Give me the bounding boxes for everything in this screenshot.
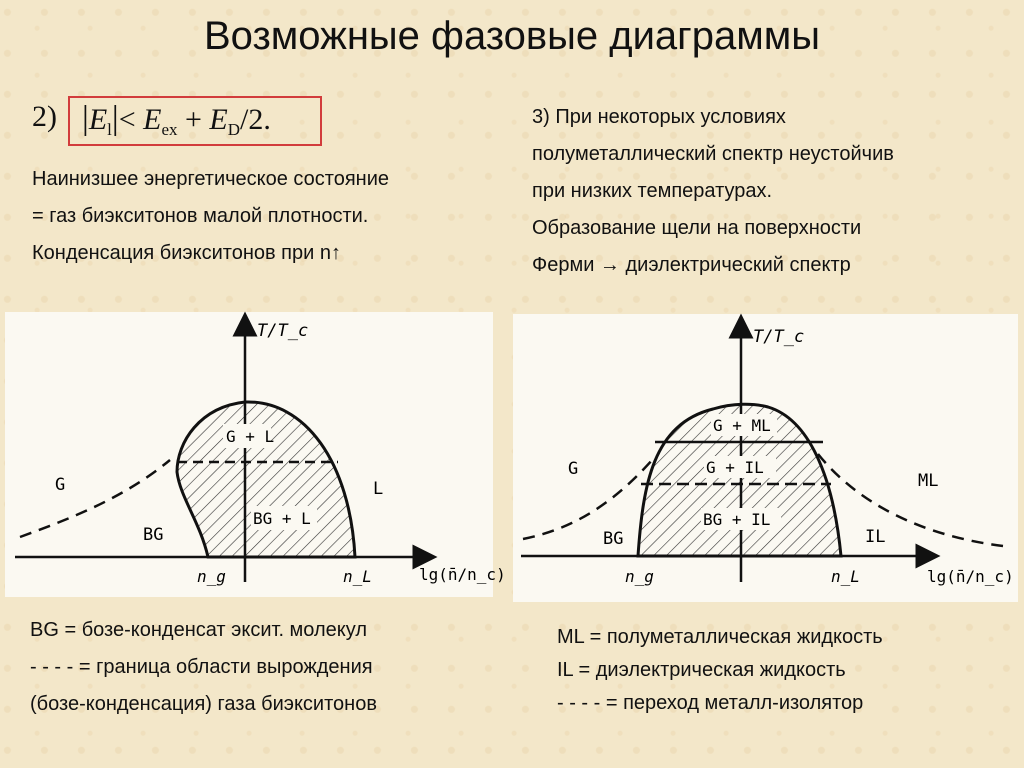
left-text-line-3: Конденсация биэкситонов при n↑ (32, 242, 341, 264)
right-text-line-2: полуметаллический спектр неустойчив (532, 143, 894, 165)
region-label-bg-l: BG + L (253, 509, 311, 528)
legend-left-line-2: - - - - = граница области вырождения (30, 656, 373, 678)
region-label-il: IL (865, 527, 886, 547)
region-label-ml: ML (918, 471, 939, 491)
x-tick-nl: n_L (831, 567, 860, 586)
mi-transition-left-dashed (523, 459, 653, 539)
region-label-g-ml: G + ML (713, 416, 771, 435)
right-text-line-3: при низких температурах. (532, 180, 773, 202)
formula: $|E_l|< E_{ex} + E_D/2$. (82, 100, 271, 139)
left-text-line-2: = газ биэкситонов малой плотности. (32, 205, 369, 227)
x-axis-label: lg(n̄/n_c) (927, 567, 1014, 586)
left-description (32, 161, 389, 272)
phase-diagram-right-svg (513, 314, 1018, 602)
right-text-line-5: Ферми → диэлектрический спектр (532, 254, 851, 276)
region-label-bg: BG (143, 525, 164, 545)
y-axis-label: T/T_c (753, 327, 805, 347)
right-text-line-4: Образование щели на поверхности (532, 217, 862, 239)
phase-diagram-left (5, 312, 506, 597)
x-tick-nl: n_L (343, 567, 372, 586)
slide-title: Возможные фазовые диаграммы (203, 14, 821, 58)
legend-right-line-1: ML = полуметаллическая жидкость (557, 626, 883, 648)
region-label-g: G (568, 459, 579, 479)
region-label-g-l: G + L (226, 427, 275, 446)
region-label-g-il: G + IL (706, 458, 764, 477)
legend-left-line-3: (бозе-конденсация) газа биэкситонов (30, 693, 377, 715)
phase-diagram-left-svg (5, 312, 506, 597)
right-text-line-1: 3) При некоторых условиях (532, 106, 786, 128)
right-description (532, 99, 894, 284)
legend-right (557, 621, 883, 720)
x-axis-label: lg(n̄/n_c) (419, 565, 506, 584)
formula-number: 2) (32, 100, 57, 133)
region-label-l: L (373, 479, 384, 499)
y-axis-label: T/T_c (257, 321, 309, 341)
left-text-line-1: Наинизшее энергетическое состояние (32, 168, 390, 190)
legend-left-line-1: BG = бозе-конденсат эксит. молекул (30, 619, 367, 641)
legend-right-line-2: IL = диэлектрическая жидкость (557, 659, 846, 681)
legend-right-line-3: - - - - = переход металл-изолятор (557, 692, 864, 714)
mi-transition-right-dashed (818, 454, 1003, 546)
x-tick-ng: n_g (197, 567, 226, 586)
legend-left (30, 612, 377, 723)
region-label-bg: BG (603, 529, 624, 549)
region-label-g: G (55, 475, 66, 495)
phase-diagram-right (513, 314, 1018, 602)
x-tick-ng: n_g (625, 567, 654, 586)
region-label-bg-il: BG + IL (703, 510, 771, 529)
